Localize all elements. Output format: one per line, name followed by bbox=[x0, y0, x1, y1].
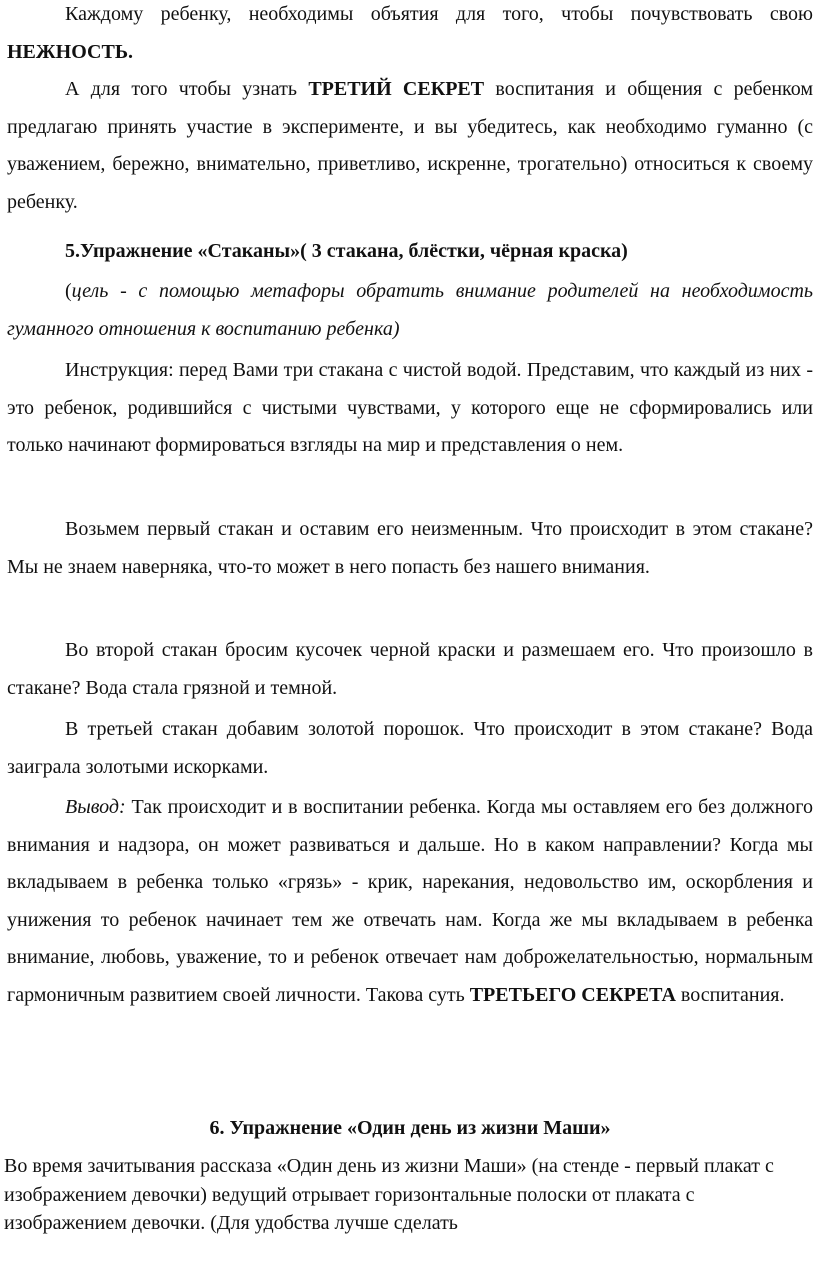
paragraph-masha-story: Во время зачитывания рассказа «Один день из жизни Маши» (на стенде - первый плакат с изображением девочки) ведущий отрывает горизонтальные полоски от плаката с изображением девочки. (Для удобства лучше сделать bbox=[4, 1155, 774, 1234]
paragraph-first-glass: Возьмем первый стакан и оставим его неизменным. Что происходит в этом стакане? Мы не знаем наверняка, что-то может в него попасть без нашего внимания. bbox=[7, 518, 813, 578]
paragraph-tenderness: Каждому ребенку, необходимы объятия для того, чтобы почувствовать свою НЕЖНОСТЬ. bbox=[7, 3, 813, 63]
keyword-third-secret-genitive: ТРЕТЬЕГО СЕКРЕТА bbox=[469, 983, 676, 1006]
keyword-tenderness: НЕЖНОСТЬ. bbox=[7, 40, 134, 63]
exercise-5-goal: (цель - с помощью метафоры обратить внимание родителей на необходимость гуманного отношения к воспитанию ребенка) bbox=[7, 280, 813, 340]
paragraph-instruction: Инструкция: перед Вами три стакана с чистой водой. Представим, что каждый из них - это ребенок, родившийся с чистыми чувствами, у которого еще не сформировались или только начинают формироваться взгляды на мир и представления о нем. bbox=[7, 359, 813, 456]
exercise-5-heading: 5.Упражнение «Стаканы»( 3 стакана, блёстки, чёрная краска) bbox=[65, 240, 628, 262]
paragraph-second-glass: Во второй стакан бросим кусочек черной краски и размешаем его. Что произошло в стакане? Вода стала грязной и темной. bbox=[7, 639, 813, 699]
paragraph-third-glass: В третьей стакан добавим золотой порошок. Что происходит в этом стакане? Вода заиграла золотыми искорками. bbox=[7, 718, 813, 778]
paragraph-third-secret-intro: А для того чтобы узнать ТРЕТИЙ СЕКРЕТ воспитания и общения с ребенком предлагаю принять участие в эксперименте, и вы убедитесь, как необходимо гуманно (с уважением, бережно, внимательно, приветливо, искренне, трогательно) относиться к своему ребенку. bbox=[7, 78, 814, 213]
keyword-third-secret: ТРЕТИЙ СЕКРЕТ bbox=[308, 78, 485, 100]
conclusion-label: Вывод: bbox=[65, 796, 126, 818]
paragraph-conclusion: Вывод: Так происходит и в воспитании ребенка. Когда мы оставляем его без должного внимания и надзора, он может развиваться и дальше. Но в каком направлении? Когда мы вкладываем в ребенка только «грязь» - крик, нарекания, недовольство им, оскорбления и унижения то ребенок начинает тем же отвечать нам. Когда же мы вкладываем в ребенка внимание, любовь, уважение, то и ребенок отвечает нам доброжелательностью, нормальным гармоничным развитием своей личности. Такова суть ТРЕТЬЕГО СЕКРЕТА воспитания. bbox=[7, 796, 813, 1006]
exercise-6-heading: 6. Упражнение «Один день из жизни Маши» bbox=[209, 1117, 611, 1139]
